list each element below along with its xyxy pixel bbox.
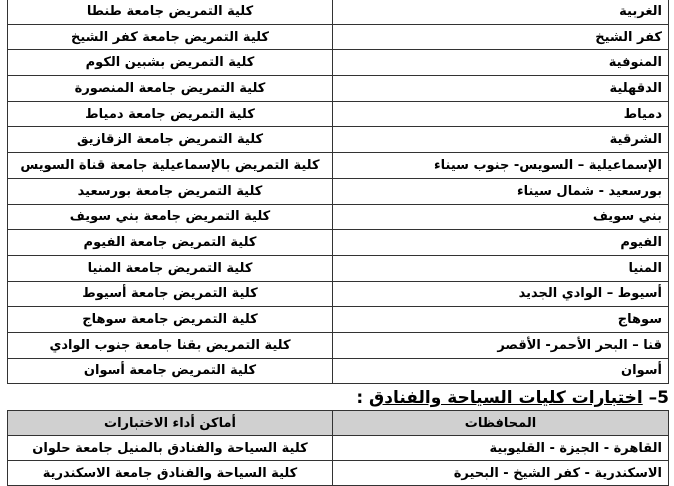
exam-place-cell: كلية التمريض بقنا جامعة جنوب الوادي <box>8 332 333 358</box>
header-governorates: المحافظات <box>333 411 669 436</box>
exam-place-cell: كلية التمريض بالإسماعيلية جامعة قناة السويس <box>8 153 333 179</box>
table-row <box>8 0 669 24</box>
governorate-cell: القاهرة - الجيزة - القليوبية <box>333 436 669 461</box>
governorate-cell: الشرقية <box>333 127 669 153</box>
exam-place-cell: كلية السياحة والفنادق جامعة الاسكندرية <box>8 461 333 486</box>
governorate-cell: كفر الشيخ <box>333 24 669 50</box>
header-exam-places: أماكن أداء الاختبارات <box>8 411 333 436</box>
section-heading <box>356 388 669 408</box>
table-row <box>8 178 669 204</box>
exam-place-cell: كلية السياحة والفنادق بالمنيل جامعة حلوان <box>8 436 333 461</box>
governorate-cell: بورسعيد - شمال سيناء <box>333 178 669 204</box>
table-row <box>8 255 669 281</box>
table-row <box>8 24 669 50</box>
table-row <box>8 281 669 307</box>
table-row <box>8 204 669 230</box>
governorate-cell: الفيوم <box>333 230 669 256</box>
exam-place-cell: كلية التمريض جامعة سوهاج <box>8 307 333 333</box>
table-row <box>8 153 669 179</box>
governorate-cell: بني سويف <box>333 204 669 230</box>
table-row <box>8 230 669 256</box>
governorate-cell: المنوفية <box>333 50 669 76</box>
governorate-cell: الغربية <box>333 0 669 24</box>
governorate-cell: المنيا <box>333 255 669 281</box>
governorate-cell: سوهاج <box>333 307 669 333</box>
exam-place-cell: كلية التمريض جامعة طنطا <box>8 0 333 24</box>
table-row <box>8 127 669 153</box>
governorate-cell: أسيوط – الوادي الجديد <box>333 281 669 307</box>
table-row <box>8 101 669 127</box>
section-number: 5– <box>648 388 669 408</box>
tourism-exams-table <box>7 410 669 486</box>
exam-place-cell: كلية التمريض جامعة أسيوط <box>8 281 333 307</box>
exam-place-cell: كلية التمريض بشبين الكوم <box>8 50 333 76</box>
exam-place-cell: كلية التمريض جامعة أسوان <box>8 358 333 384</box>
table-row <box>8 76 669 102</box>
governorates-table <box>7 0 669 384</box>
section-title: اختبارات كليات السياحة والفنادق <box>369 388 643 408</box>
governorate-cell: الدقهلية <box>333 76 669 102</box>
exam-place-cell: كلية التمريض جامعة بني سويف <box>8 204 333 230</box>
governorate-cell: أسوان <box>333 358 669 384</box>
table-row <box>8 461 669 486</box>
table-row <box>8 436 669 461</box>
governorate-cell: دمياط <box>333 101 669 127</box>
exam-place-cell: كلية التمريض جامعة بورسعيد <box>8 178 333 204</box>
governorate-cell: قنا – البحر الأحمر- الأقصر <box>333 332 669 358</box>
exam-place-cell: كلية التمريض جامعة دمياط <box>8 101 333 127</box>
exam-place-cell: كلية التمريض جامعة المنصورة <box>8 76 333 102</box>
table-header-row <box>8 411 669 436</box>
table-row <box>8 307 669 333</box>
exam-place-cell: كلية التمريض جامعة المنيا <box>8 255 333 281</box>
exam-place-cell: كلية التمريض جامعة كفر الشيخ <box>8 24 333 50</box>
exam-place-cell: كلية التمريض جامعة الفيوم <box>8 230 333 256</box>
table-row <box>8 50 669 76</box>
section-suffix: : <box>356 388 364 408</box>
exam-place-cell: كلية التمريض جامعة الزقازيق <box>8 127 333 153</box>
governorate-cell: الإسماعيلية – السويس- جنوب سيناء <box>333 153 669 179</box>
table-row <box>8 358 669 384</box>
governorate-cell: الاسكندرية - كفر الشيخ - البحيرة <box>333 461 669 486</box>
table-row <box>8 332 669 358</box>
